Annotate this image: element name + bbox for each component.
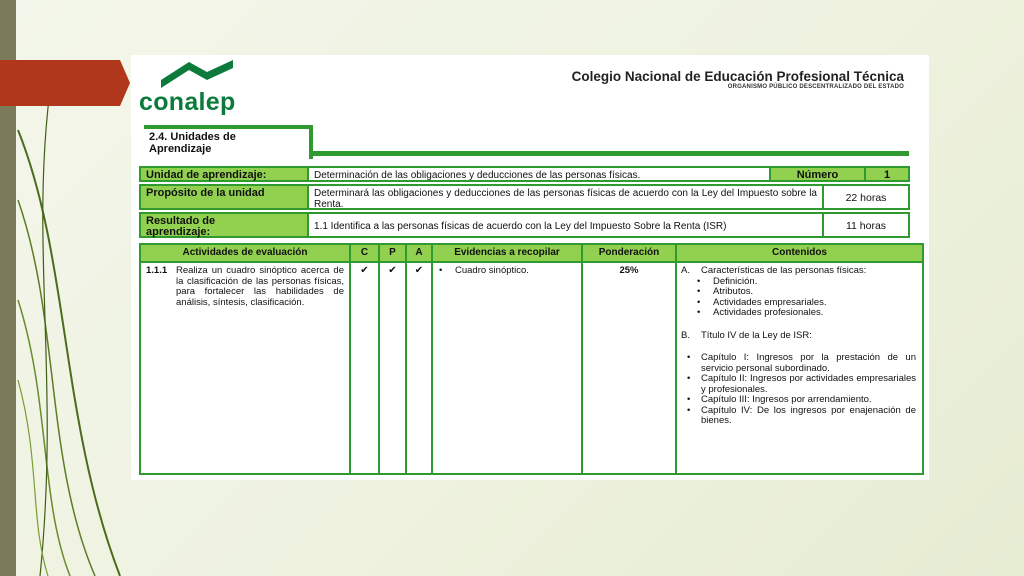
proposito-label: Propósito de la unidad bbox=[141, 186, 309, 208]
evaluation-table bbox=[139, 243, 924, 475]
activity-number: 1.1.1 bbox=[146, 265, 168, 276]
content-b-item: • Capítulo IV: De los ingresos por enajenación de bienes. bbox=[681, 406, 916, 427]
content-a-item: • Atributos. bbox=[691, 287, 916, 298]
conalep-logo-icon bbox=[159, 58, 235, 88]
content-b-list bbox=[681, 353, 916, 427]
content-a bbox=[681, 266, 916, 277]
section-rule bbox=[309, 151, 909, 156]
content-b bbox=[681, 331, 916, 342]
proposito-value: Determinará las obligaciones y deducciones de las personas físicas de acuerdo con la Ley del Impuesto sobre la Renta. bbox=[309, 186, 824, 208]
content-a-item: • Definición. bbox=[691, 277, 916, 288]
activity-cell bbox=[141, 263, 351, 473]
section-title bbox=[144, 125, 313, 159]
proposito-row bbox=[139, 184, 910, 210]
unidad-label: Unidad de aprendizaje: bbox=[141, 168, 309, 180]
logo-text: conalep bbox=[139, 88, 236, 116]
check-a: ✔ bbox=[407, 263, 433, 473]
resultado-row bbox=[139, 212, 910, 238]
header-contenidos: Contenidos bbox=[677, 245, 922, 261]
content-b-item: • Capítulo II: Ingresos por actividades empresariales y profesionales. bbox=[681, 374, 916, 395]
activity-entry bbox=[146, 266, 344, 308]
content-b-title: Título IV de la Ley de ISR: bbox=[701, 329, 812, 341]
weight-cell: 25% bbox=[583, 263, 677, 473]
section-title-line1: 2.4. Unidades de bbox=[149, 131, 236, 143]
content-cell bbox=[677, 263, 922, 473]
header-c: C bbox=[351, 245, 380, 261]
header-a: A bbox=[407, 245, 433, 261]
content-a-item: • Actividades empresariales. bbox=[691, 298, 916, 309]
activity-text: Realiza un cuadro sinóptico acerca de la clasificación de las personas físicas, para fortalecer las habilidades de análisis, síntesis, clasificación. bbox=[176, 265, 344, 308]
check-p: ✔ bbox=[380, 263, 407, 473]
document-page bbox=[131, 55, 929, 480]
section-title-line2: Aprendizaje bbox=[149, 143, 212, 155]
check-c: ✔ bbox=[351, 263, 380, 473]
content-b-letter: B. bbox=[681, 329, 690, 341]
red-arrow-tab bbox=[0, 60, 130, 106]
header-p: P bbox=[380, 245, 407, 261]
proposito-hours: 22 horas bbox=[845, 192, 887, 204]
header-ponderacion: Ponderación bbox=[583, 245, 677, 261]
evidence-item: • Cuadro sinóptico. bbox=[433, 266, 581, 277]
content-a-title: Características de las personas físicas: bbox=[701, 265, 867, 276]
unidad-row bbox=[139, 166, 910, 182]
content-a-letter: A. bbox=[681, 265, 690, 276]
resultado-label-line1: Resultado de bbox=[146, 215, 216, 227]
institution-subtitle: ORGANISMO PÚBLICO DESCENTRALIZADO DEL ESTADO bbox=[727, 84, 904, 90]
header-actividades: Actividades de evaluación bbox=[141, 245, 351, 261]
resultado-label bbox=[141, 214, 309, 236]
resultado-value: 1.1 Identifica a las personas físicas de acuerdo con la Ley del Impuesto Sobre la Renta (ISR) bbox=[309, 214, 824, 236]
institution-name: Colegio Nacional de Educación Profesional Técnica bbox=[571, 69, 904, 84]
unidad-value: Determinación de las obligaciones y deducciones de las personas físicas. bbox=[309, 168, 771, 180]
content-a-item: • Actividades profesionales. bbox=[691, 308, 916, 319]
header-evidencias: Evidencias a recopilar bbox=[433, 245, 583, 261]
evidence-cell bbox=[433, 263, 583, 473]
resultado-label-line2: aprendizaje: bbox=[146, 226, 211, 238]
numero-label: Número bbox=[771, 168, 866, 180]
resultado-hours: 11 horas bbox=[845, 220, 887, 232]
content-b-item: • Capítulo I: Ingresos por la prestación de un servicio personal subordinado. bbox=[681, 353, 916, 374]
numero-value: 1 bbox=[866, 168, 908, 180]
content-a-list bbox=[681, 277, 916, 319]
content-b-item: • Capítulo III: Ingresos por arrendamiento. bbox=[681, 395, 916, 406]
